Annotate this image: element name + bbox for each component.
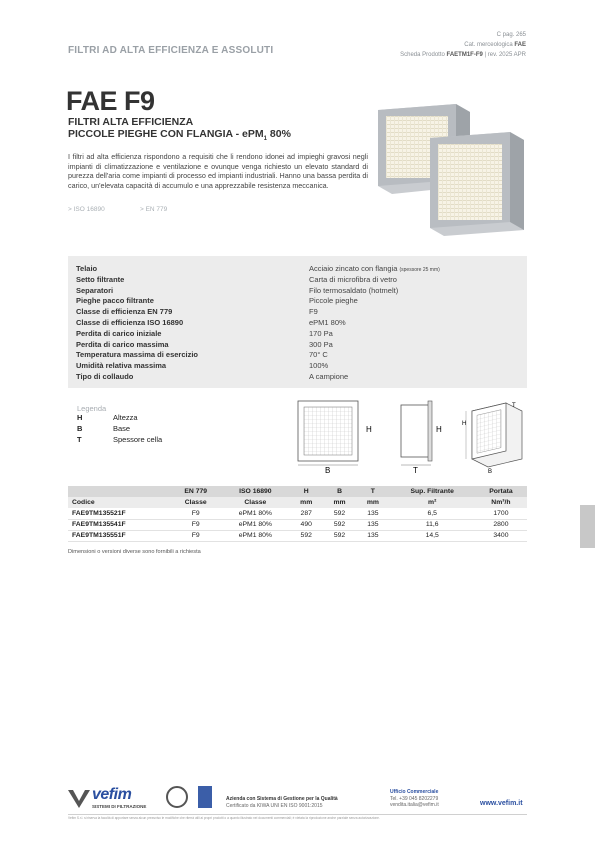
spec-value: F9 bbox=[309, 307, 318, 317]
brand-mark-icon bbox=[68, 788, 90, 808]
standard-en: > EN 779 bbox=[140, 206, 168, 213]
spec-value: A campione bbox=[309, 372, 349, 381]
table-note: Dimensioni o versioni diverse sono fornibili a richiesta bbox=[68, 549, 201, 555]
spec-row bbox=[76, 318, 527, 328]
product-image bbox=[370, 104, 530, 236]
spec-value: 170 Pa bbox=[309, 328, 333, 338]
spec-value: Carta di microfibra di vetro bbox=[309, 274, 397, 284]
document-meta bbox=[400, 30, 526, 60]
drawing-label-h2: H bbox=[436, 425, 442, 434]
spec-row bbox=[76, 307, 527, 317]
kiwa-logo bbox=[198, 786, 212, 808]
spec-row bbox=[76, 329, 527, 339]
footer-divider bbox=[68, 814, 527, 815]
front-view-drawing bbox=[298, 401, 358, 465]
side-view-drawing bbox=[401, 401, 432, 465]
spec-row bbox=[76, 350, 527, 360]
standard-iso: > ISO 16890 bbox=[68, 206, 105, 213]
spec-value: 300 Pa bbox=[309, 339, 333, 349]
spec-row bbox=[76, 340, 527, 350]
spec-label: Telaio bbox=[76, 264, 98, 273]
spec-value: Piccole pieghe bbox=[309, 296, 358, 306]
table-row: FAE9TM135551F F9 ePM1 80% 592 592 135 14,5 3400 bbox=[68, 530, 527, 541]
legend-item-t: T Spessore cella bbox=[77, 435, 163, 444]
product-description: I filtri ad alta efficienza rispondono a requisiti che li rendono idonei ad impieghi gravosi negli impianti di climatizzazione e ventilazione e ovunque venga richiesto un elevato standard di purezza dell'aria come impianti di processo ed impianti industriali. Hanno una bassa perdita di carico, un'elevata capacità di accumulo e una apprezzabile resistenza meccanica. bbox=[68, 152, 368, 190]
spec-value: Filo termosaldato (hotmelt) bbox=[309, 285, 399, 295]
spec-label: Classe di efficienza ISO 16890 bbox=[76, 318, 184, 327]
section-tab bbox=[580, 505, 595, 548]
spec-row bbox=[76, 372, 527, 382]
drawing-label-t: T bbox=[413, 466, 418, 475]
spec-row bbox=[76, 286, 527, 296]
spec-label: Temperatura massima di esercizio bbox=[76, 350, 198, 360]
certification-seal bbox=[166, 786, 188, 808]
spec-value: 70° C bbox=[309, 350, 328, 360]
page-reference: C pag. 265 bbox=[496, 32, 526, 38]
legend-title: Legenda bbox=[77, 404, 107, 413]
spec-value: 100% bbox=[309, 361, 329, 371]
drawing-label-b: B bbox=[325, 466, 331, 475]
spec-label: Umidità relativa massima bbox=[76, 361, 167, 371]
category-title: FILTRI AD ALTA EFFICIENZA E ASSOLUTI bbox=[68, 45, 274, 56]
quality-statement: Azienda con Sistema di Gestione per la Qualità Certificato da KIWA UNI EN ISO 9001:2015 bbox=[226, 796, 338, 809]
footer-fine-print: Vefim S.r.l. si riserva la facoltà di apportare senza alcun preavviso le modifiche che riterrà utili ai propri prodotti o a quanto illustrato nei documenti commerciali; è vietata la riproduzione anche parziale senza autorizzazione. bbox=[68, 816, 380, 820]
spec-row bbox=[76, 264, 527, 274]
spec-label: Separatori bbox=[76, 285, 114, 295]
legend-item-h: H Altezza bbox=[77, 413, 138, 422]
isometric-drawing bbox=[462, 403, 522, 475]
spec-row bbox=[76, 275, 527, 285]
table-header-row-1: EN 779 ISO 16890 H B T Sup. Filtrante Portata bbox=[68, 486, 527, 497]
product-table bbox=[68, 486, 527, 542]
svg-text:T: T bbox=[512, 403, 516, 409]
spec-value: ePM1 80% bbox=[309, 318, 346, 327]
spec-label: Tipo di collaudo bbox=[76, 372, 134, 381]
spec-label: Perdita di carico massima bbox=[76, 339, 169, 349]
svg-text:H: H bbox=[462, 421, 467, 427]
sales-office: Ufficio Commerciale Tel. +39 045 8202279 vendita.italia@vefim.it bbox=[390, 789, 439, 808]
technical-drawings bbox=[296, 399, 531, 475]
spec-label: Perdita di carico iniziale bbox=[76, 328, 162, 338]
brand-logo: vefim SISTEMI DI FILTRAZIONE bbox=[68, 786, 158, 812]
product-sheet-ref: Scheda Prodotto FAETM1F-F9 | rev. 2025 APR bbox=[400, 52, 526, 58]
table-row: FAE9TM135521F F9 ePM1 80% 287 592 135 6,5 1700 bbox=[68, 508, 527, 519]
spec-row bbox=[76, 361, 527, 371]
drawing-label-h: H bbox=[366, 425, 372, 434]
table-row: FAE9TM135541F F9 ePM1 80% 490 592 135 11,6 2800 bbox=[68, 519, 527, 530]
legend-item-b: B Base bbox=[77, 424, 131, 433]
category-ref: Cat. merceologica FAE bbox=[464, 42, 526, 48]
svg-text:B: B bbox=[488, 469, 493, 475]
spec-value: Acciaio zincato con flangia (spessore 25 mm) bbox=[309, 264, 440, 273]
spec-label: Pieghe pacco filtrante bbox=[76, 296, 154, 306]
spec-note: (spessore 25 mm) bbox=[399, 267, 440, 273]
product-subtitle: FILTRI ALTA EFFICIENZA PICCOLE PIEGHE CON FLANGIA - ePM$_1$ 80% bbox=[68, 116, 291, 143]
website-link[interactable]: www.vefim.it bbox=[480, 800, 523, 807]
spec-label: Classe di efficienza EN 779 bbox=[76, 307, 173, 317]
spec-label: Setto filtrante bbox=[76, 274, 125, 284]
table-header-row-2: Codice Classe Classe mm mm mm m² Nm³/h bbox=[68, 497, 527, 508]
spec-row bbox=[76, 296, 527, 306]
product-title: FAE F9 bbox=[66, 86, 155, 116]
